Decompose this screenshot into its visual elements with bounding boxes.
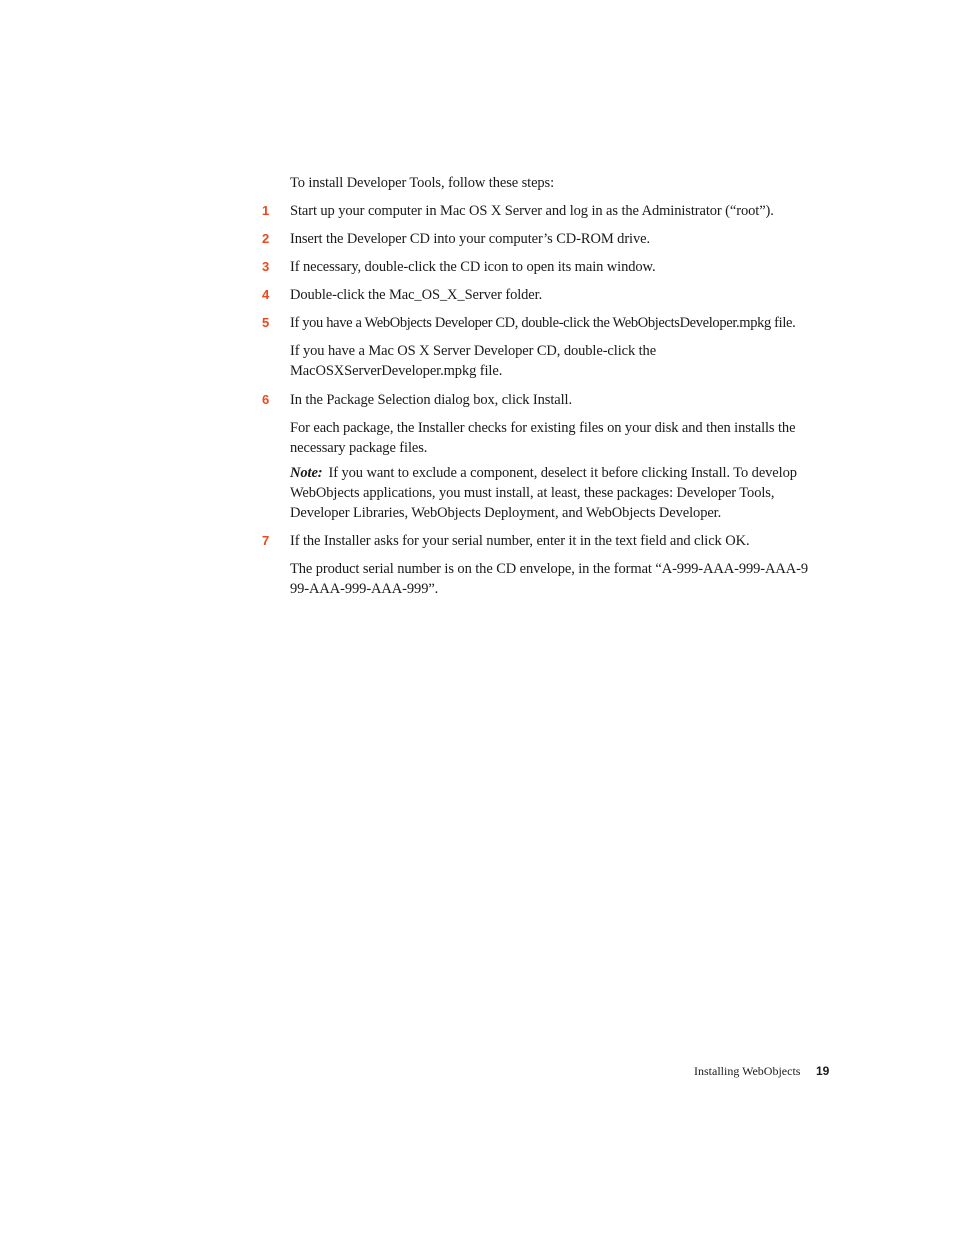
intro-text: To install Developer Tools, follow these steps: (290, 175, 555, 191)
note-label: Note: (290, 465, 323, 481)
step-text-7: If the Installer asks for your serial number, enter it in the text field and click OK. (290, 533, 750, 549)
step-text-2: Insert the Developer CD into your computer’s CD-ROM drive. (290, 231, 650, 247)
step-6-followup: For each package, the Installer checks for existing files on your disk and then installs the necessary package files. (290, 420, 796, 456)
footer-section-title: Installing WebObjects (694, 1064, 801, 1078)
step-text-6: In the Package Selection dialog box, click Install. (290, 392, 572, 408)
step-text-3: If necessary, double-click the CD icon to open its main window. (290, 259, 656, 275)
page-number: 19 (816, 1064, 830, 1078)
step-6-note (290, 463, 815, 523)
step-text-4: Double-click the Mac_OS_X_Server folder. (290, 287, 543, 303)
step-number-2: 2 (262, 231, 270, 246)
step-number-3: 3 (262, 259, 270, 274)
step-number-5: 5 (262, 315, 270, 330)
step-number-1: 1 (262, 203, 270, 218)
note-text: If you want to exclude a component, deselect it before clicking Install. To develop WebObjects applications, you must install, at least, these packages: Developer Tools, Developer Libraries, WebObjects Deployment, and WebObjects Developer. (290, 465, 797, 521)
step-number-4: 4 (262, 287, 270, 302)
step-number-7: 7 (262, 533, 270, 548)
step-text-5: If you have a WebObjects Developer CD, double-click the WebObjectsDeveloper.mpkg file. (290, 315, 796, 331)
step-text-1: Start up your computer in Mac OS X Server and log in as the Administrator (“root”). (290, 203, 774, 219)
step-5-followup-line-1: If you have a Mac OS X Server Developer CD, double-click the (290, 343, 657, 359)
step-number-6: 6 (262, 392, 270, 407)
step-7-followup: The product serial number is on the CD envelope, in the format “A-999-AAA-999-AAA-999-AAA-999-AAA-999”. (290, 561, 808, 597)
step-5-followup-line-2: MacOSXServerDeveloper.mpkg file. (290, 363, 503, 379)
